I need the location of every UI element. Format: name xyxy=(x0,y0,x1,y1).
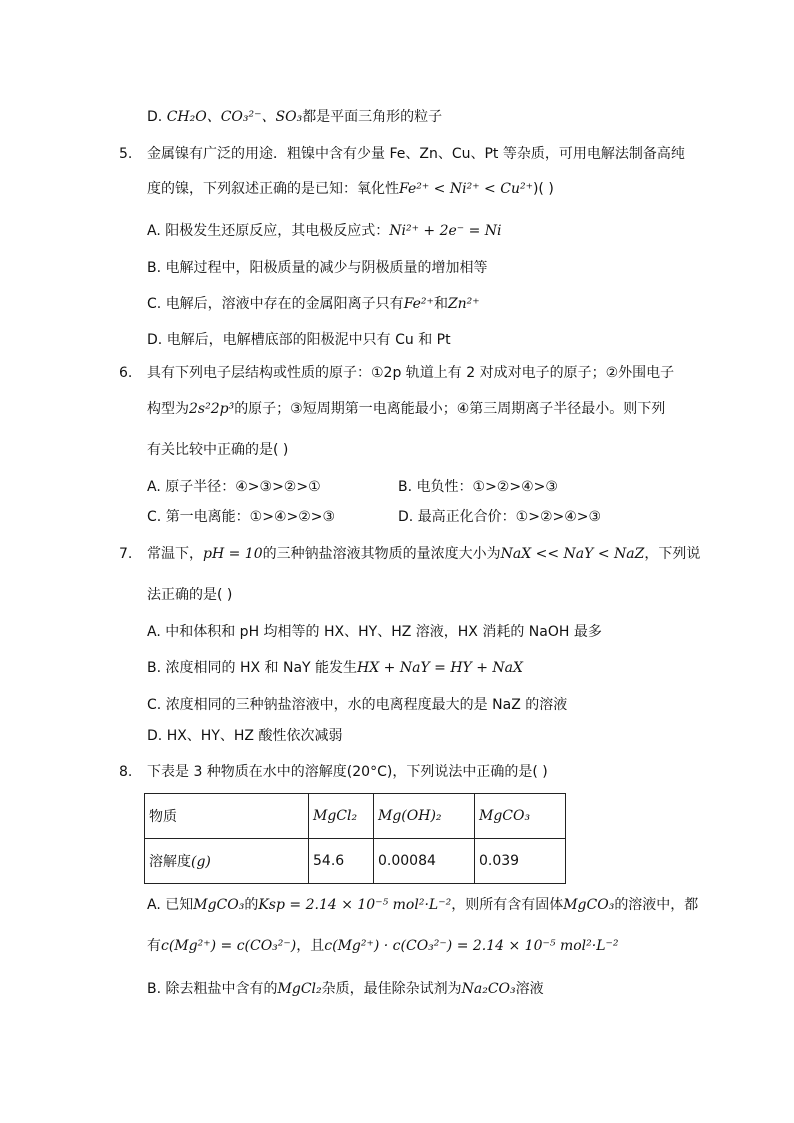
q6-option-b xyxy=(398,477,558,497)
formula: Fe²⁺ < Ni²⁺ < Cu²⁺ xyxy=(399,181,533,197)
question-number: 8. xyxy=(119,764,133,780)
option-letter: C. xyxy=(147,509,162,525)
formula: Zn²⁺ xyxy=(447,296,480,312)
stem-text: 的原子；③短周期第一电离能最小；④第三周期离子半径最小。则下列 xyxy=(234,401,666,417)
table-row xyxy=(145,839,566,884)
option-letter: A. xyxy=(147,897,161,913)
q6-stem-line1: 具有下列电子层结构或性质的原子：①2p 轨道上有 2 对成对电子的原子；②外围电子 xyxy=(147,365,675,381)
option-letter: B. xyxy=(147,260,162,276)
q4-option-d xyxy=(147,107,442,127)
formula: Fe²⁺ xyxy=(403,296,434,312)
q6-stem-line2 xyxy=(147,399,665,419)
q5-stem-line2 xyxy=(147,179,554,199)
option-text: 杂质，最佳除杂试剂为 xyxy=(321,981,462,997)
stem-text: 度的镍，下列叙述正确的是已知：氧化性 xyxy=(147,181,399,197)
q5-option-d xyxy=(147,330,451,350)
option-letter: B. xyxy=(147,981,162,997)
q7-stem-line2: 法正确的是( ) xyxy=(147,587,233,603)
q5-option-a xyxy=(147,221,502,241)
q5-stem-line1: 金属镍有广泛的用途．粗镍中含有少量 Fe、Zn、Cu、Pt 等杂质，可用电解法制备高纯 xyxy=(147,146,685,162)
table-cell: 0.039 xyxy=(475,839,566,884)
q7-stem-line1 xyxy=(147,544,700,564)
q5-option-b xyxy=(147,258,488,278)
q5-option-c xyxy=(147,294,480,314)
q8-option-a-line2 xyxy=(147,936,619,956)
option-text: 最高正化合价：①>②>④>③ xyxy=(417,509,602,525)
option-letter: D. xyxy=(147,109,163,125)
option-letter: C. xyxy=(147,697,162,713)
q8-option-b xyxy=(147,979,544,999)
option-letter: C. xyxy=(147,296,162,312)
option-text: HX、HY、HZ 酸性依次减弱 xyxy=(166,728,343,744)
formula: c(Mg²⁺) · c(CO₃²⁻) = 2.14 × 10⁻⁵ mol²·L⁻² xyxy=(324,938,619,954)
unit: (g) xyxy=(191,854,211,870)
q7-option-b xyxy=(147,658,523,678)
stem-text: 构型为 xyxy=(147,401,189,417)
option-text: ，且 xyxy=(296,938,325,954)
option-text: 原子半径：④>③>②>① xyxy=(165,479,321,495)
formula: Na₂CO₃ xyxy=(461,981,516,997)
option-letter: A. xyxy=(147,479,161,495)
option-text: 已知 xyxy=(165,897,194,913)
cell-text: 溶解度 xyxy=(149,854,191,870)
option-text: 中和体积和 pH 均相等的 HX、HY、HZ 溶液，HX 消耗的 NaOH 最多 xyxy=(165,624,602,640)
formula: MgCO₃ xyxy=(193,897,245,913)
option-letter: D. xyxy=(147,728,163,744)
q6-stem-line3: 有关比较中正确的是( ) xyxy=(147,442,289,458)
table-cell xyxy=(145,839,309,884)
table-cell: MgCO₃ xyxy=(475,794,566,839)
q6-option-d xyxy=(398,507,601,527)
option-letter: B. xyxy=(398,479,413,495)
option-text: ，则所有含有固体 xyxy=(451,897,564,913)
stem-text: ，下列说 xyxy=(644,546,701,562)
solubility-table xyxy=(144,793,566,884)
formula: c(Mg²⁺) = c(CO₃²⁻) xyxy=(161,938,297,954)
q6-option-a xyxy=(147,477,321,497)
option-text: 浓度相同的 HX 和 NaY 能发生 xyxy=(165,660,358,676)
table-cell: Mg(OH)₂ xyxy=(374,794,475,839)
formula: 2s²2p³ xyxy=(189,401,235,417)
option-text: 溶液 xyxy=(515,981,544,997)
table-cell: 物质 xyxy=(145,794,309,839)
answer-blank: )( ) xyxy=(532,181,554,197)
q7-option-a xyxy=(147,622,602,642)
q7-option-d xyxy=(147,726,342,746)
q6-option-c xyxy=(147,507,335,527)
option-text: 浓度相同的三种钠盐溶液中，水的电离程度最大的是 NaZ 的溶液 xyxy=(165,697,568,713)
option-text: 电解过程中，阳极质量的减少与阴极质量的增加相等 xyxy=(165,260,488,276)
question-number: 5. xyxy=(119,146,133,162)
stem-text: 的三种钠盐溶液其物质的量浓度大小为 xyxy=(262,546,501,562)
formula: MgCl₂ xyxy=(277,981,322,997)
option-text: 和 xyxy=(433,296,448,312)
option-letter: D. xyxy=(398,509,414,525)
formula: Ksp = 2.14 × 10⁻⁵ mol²·L⁻² xyxy=(258,897,452,913)
question-number: 6. xyxy=(119,365,133,381)
option-text: 电负性：①>②>④>③ xyxy=(416,479,558,495)
table-cell: 54.6 xyxy=(309,839,374,884)
option-text: 都是平面三角形的粒子 xyxy=(302,109,443,125)
formula: HX + NaY = HY + NaX xyxy=(357,660,523,676)
option-text: 电解后，溶液中存在的金属阳离子只有 xyxy=(165,296,404,312)
option-text: 的 xyxy=(244,897,259,913)
option-letter: A. xyxy=(147,223,161,239)
option-letter: A. xyxy=(147,624,161,640)
option-text: 除去粗盐中含有的 xyxy=(165,981,278,997)
formula: NaX << NaY < NaZ xyxy=(500,546,645,562)
formula: CH₂O、CO₃²⁻、SO₃ xyxy=(166,109,303,125)
table-cell: MgCl₂ xyxy=(309,794,374,839)
q8-stem: 下表是 3 种物质在水中的溶解度(20°C)，下列说法中正确的是( ) xyxy=(147,764,548,780)
option-text: 电解后，电解槽底部的阳极泥中只有 Cu 和 Pt xyxy=(166,332,451,348)
option-text: 的溶液中，都 xyxy=(614,897,699,913)
formula: Ni²⁺ + 2e⁻ = Ni xyxy=(389,223,502,239)
stem-text: 常温下， xyxy=(147,546,203,562)
option-text: 第一电离能：①>④>②>③ xyxy=(165,509,336,525)
option-text: 阳极发生还原反应，其电极反应式： xyxy=(165,223,390,239)
question-number: 7. xyxy=(119,546,133,562)
formula: MgCO₃ xyxy=(563,897,615,913)
table-cell: 0.00084 xyxy=(374,839,475,884)
table-header-row xyxy=(145,794,566,839)
option-letter: B. xyxy=(147,660,162,676)
formula: pH = 10 xyxy=(203,546,263,562)
option-text: 有 xyxy=(147,938,161,954)
option-letter: D. xyxy=(147,332,163,348)
q8-option-a-line1 xyxy=(147,895,698,915)
q7-option-c xyxy=(147,695,567,715)
